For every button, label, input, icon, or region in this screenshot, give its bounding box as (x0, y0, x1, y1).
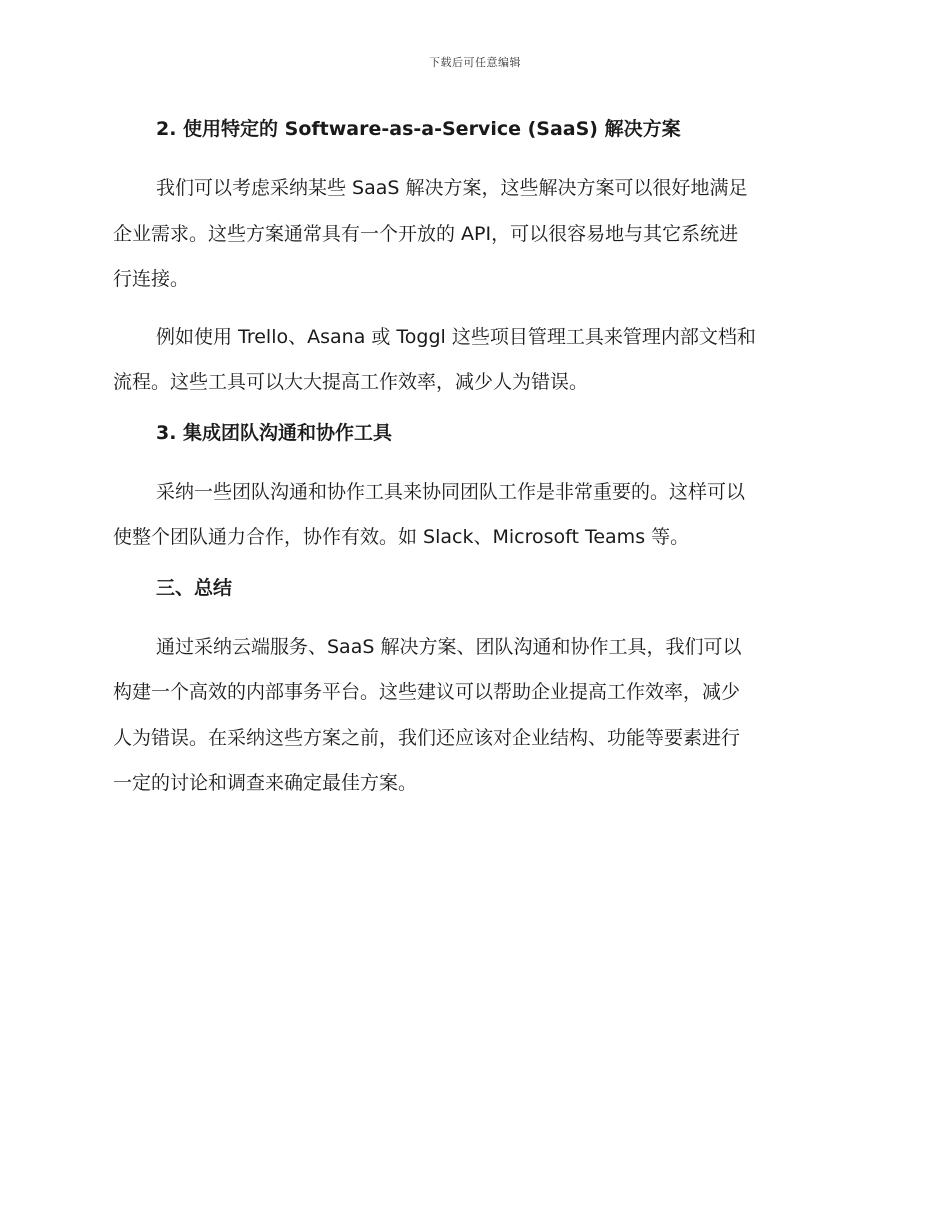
document-body (113, 112, 838, 819)
page-header-note: 下载后可任意编辑 (429, 56, 521, 69)
paragraph-saas-example: 例如使用 Trello、Asana 或 Toggl 这些项目管理工具来管理内部文档和 流程。这些工具可以大大提高工作效率，减少人为错误。 (113, 325, 756, 393)
section-heading-saas: 2. 使用特定的 Software-as-a-Service (SaaS) 解决方案 (156, 118, 681, 140)
paragraph-saas-intro: 我们可以考虑采纳某些 SaaS 解决方案，这些解决方案可以很好地满足 企业需求。这些方案通常具有一个开放的 API，可以很容易地与其它系统进 行连接。 (113, 177, 748, 290)
paragraph-collaboration: 采纳一些团队沟通和协作工具来协同团队工作是非常重要的。这样可以 使整个团队通力合作，协作有效。如 Slack、Microsoft Teams 等。 (113, 480, 746, 548)
section-heading-summary: 三、总结 (156, 576, 233, 599)
section-heading-collaboration: 3. 集成团队沟通和协作工具 (156, 421, 393, 444)
paragraph-summary: 通过采纳云端服务、SaaS 解决方案、团队沟通和协作工具，我们可以 构建一个高效的内部事务平台。这些建议可以帮助企业提高工作效率，减少 人为错误。在采纳这些方案之前，我们还应该对企业结构、功能等要素进行 一定的讨论和调查来确定最佳方案。 (113, 635, 742, 794)
